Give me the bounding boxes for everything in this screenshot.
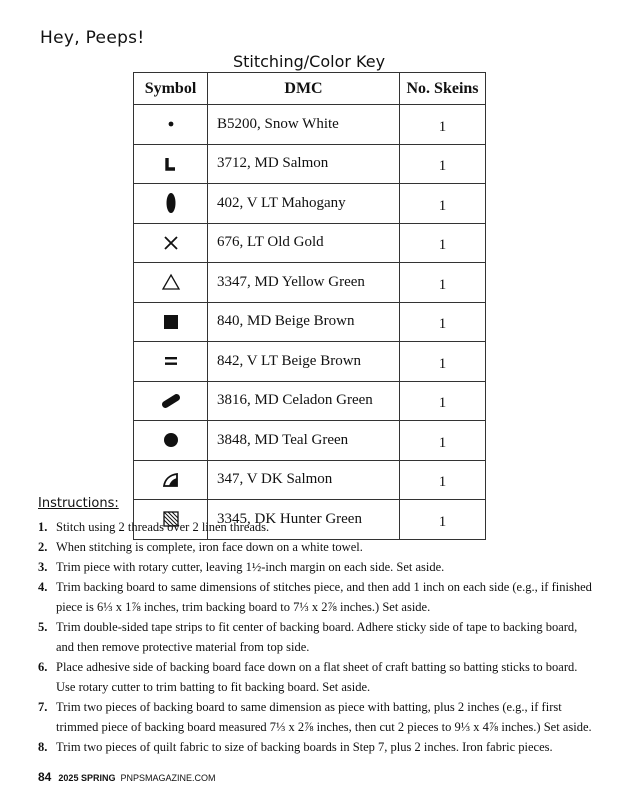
dmc-cell: 840, MD Beige Brown bbox=[208, 302, 400, 342]
table-row bbox=[134, 302, 486, 342]
issue-season: 2025 SPRING bbox=[58, 773, 116, 783]
watermark: PassionForum.ru bbox=[510, 771, 602, 783]
list-item: 2. When stitching is complete, iron face down on a white towel. bbox=[38, 540, 363, 554]
filled-circle-icon bbox=[162, 431, 180, 449]
skeins-cell: 1 bbox=[400, 342, 486, 382]
skeins-cell: 1 bbox=[400, 421, 486, 461]
skeins-cell: 1 bbox=[400, 223, 486, 263]
table-row bbox=[134, 184, 486, 224]
filled-square-icon bbox=[162, 313, 180, 331]
greeting: Hey, Peeps! bbox=[40, 28, 145, 48]
list-item: 3. Trim piece with rotary cutter, leaving 1½-inch margin on each side. Set aside. bbox=[38, 560, 445, 574]
instructions-section bbox=[38, 496, 598, 757]
dmc-cell: 3816, MD Celadon Green bbox=[208, 381, 400, 421]
list-item: 5. Trim double-sided tape strips to fit center of backing board. Adhere sticky side of tape to backing board, and then remove protective material from top side. bbox=[38, 620, 578, 654]
dmc-cell: 842, V LT Beige Brown bbox=[208, 342, 400, 382]
skeins-cell: 1 bbox=[400, 460, 486, 500]
table-row bbox=[134, 421, 486, 461]
table-row bbox=[134, 460, 486, 500]
table-row bbox=[134, 144, 486, 184]
dmc-cell: B5200, Snow White bbox=[208, 105, 400, 145]
oval-icon bbox=[162, 191, 180, 215]
page-footer bbox=[38, 770, 216, 784]
dmc-cell: 3848, MD Teal Green bbox=[208, 421, 400, 461]
dmc-cell: 347, V DK Salmon bbox=[208, 460, 400, 500]
table-row bbox=[134, 223, 486, 263]
dmc-cell: 402, V LT Mahogany bbox=[208, 184, 400, 224]
header-dmc: DMC bbox=[208, 73, 400, 105]
table-row bbox=[134, 342, 486, 382]
triangle-icon bbox=[161, 273, 181, 291]
quarter-shape-icon bbox=[161, 471, 181, 489]
list-item: 4. Trim backing board to same dimensions of stitches piece, and then add 1 inch on each side (e.g., if finished piece is 6⅓ x 1⅞ inches, trim backing board to 7⅓ x 2⅞ inches.) Set aside. bbox=[38, 580, 592, 614]
table-row bbox=[134, 263, 486, 303]
x-icon bbox=[162, 234, 180, 252]
skeins-cell: 1 bbox=[400, 144, 486, 184]
magazine-site: PNPSMAGAZINE.COM bbox=[120, 773, 216, 783]
table-row bbox=[134, 105, 486, 145]
page-number: 84 bbox=[38, 770, 52, 784]
stitching-color-key-table bbox=[133, 72, 486, 540]
small-dot-icon bbox=[162, 115, 180, 133]
dmc-cell: 3345, DK Hunter Green bbox=[208, 500, 400, 540]
l-shape-icon bbox=[162, 155, 180, 173]
skeins-cell: 1 bbox=[400, 500, 486, 540]
capsule-icon bbox=[160, 392, 182, 410]
list-item: 1. Stitch using 2 threads over 2 linen threads. bbox=[38, 520, 270, 534]
header-skeins: No. Skeins bbox=[400, 73, 486, 105]
instructions-heading: Instructions: bbox=[38, 496, 119, 511]
double-dash-icon bbox=[162, 352, 180, 370]
instructions-list bbox=[38, 517, 598, 757]
header-symbol: Symbol bbox=[134, 73, 208, 105]
dmc-cell: 3712, MD Salmon bbox=[208, 144, 400, 184]
list-item: 8. Trim two pieces of quilt fabric to size of backing boards in Step 7, plus 2 inches. Iron fabric pieces. bbox=[38, 740, 553, 754]
skeins-cell: 1 bbox=[400, 263, 486, 303]
dmc-cell: 3347, MD Yellow Green bbox=[208, 263, 400, 303]
key-title: Stitching/Color Key bbox=[232, 52, 386, 71]
skeins-cell: 1 bbox=[400, 105, 486, 145]
skeins-cell: 1 bbox=[400, 302, 486, 342]
list-item: 7. Trim two pieces of backing board to same dimension as piece with batting, plus 2 inches (e.g., if first trimmed piece of backing board measured 7⅓ x 2⅞ inches, then cut 2 pieces to 9⅓ x 4⅞ inches.) Set aside. bbox=[38, 700, 592, 734]
table-header-row bbox=[134, 73, 486, 105]
skeins-cell: 1 bbox=[400, 184, 486, 224]
dmc-cell: 676, LT Old Gold bbox=[208, 223, 400, 263]
skeins-cell: 1 bbox=[400, 381, 486, 421]
list-item: 6. Place adhesive side of backing board face down on a flat sheet of craft batting so batting sticks to board. Use rotary cutter to trim batting to fit backing board. Set aside. bbox=[38, 660, 578, 694]
table-row bbox=[134, 381, 486, 421]
